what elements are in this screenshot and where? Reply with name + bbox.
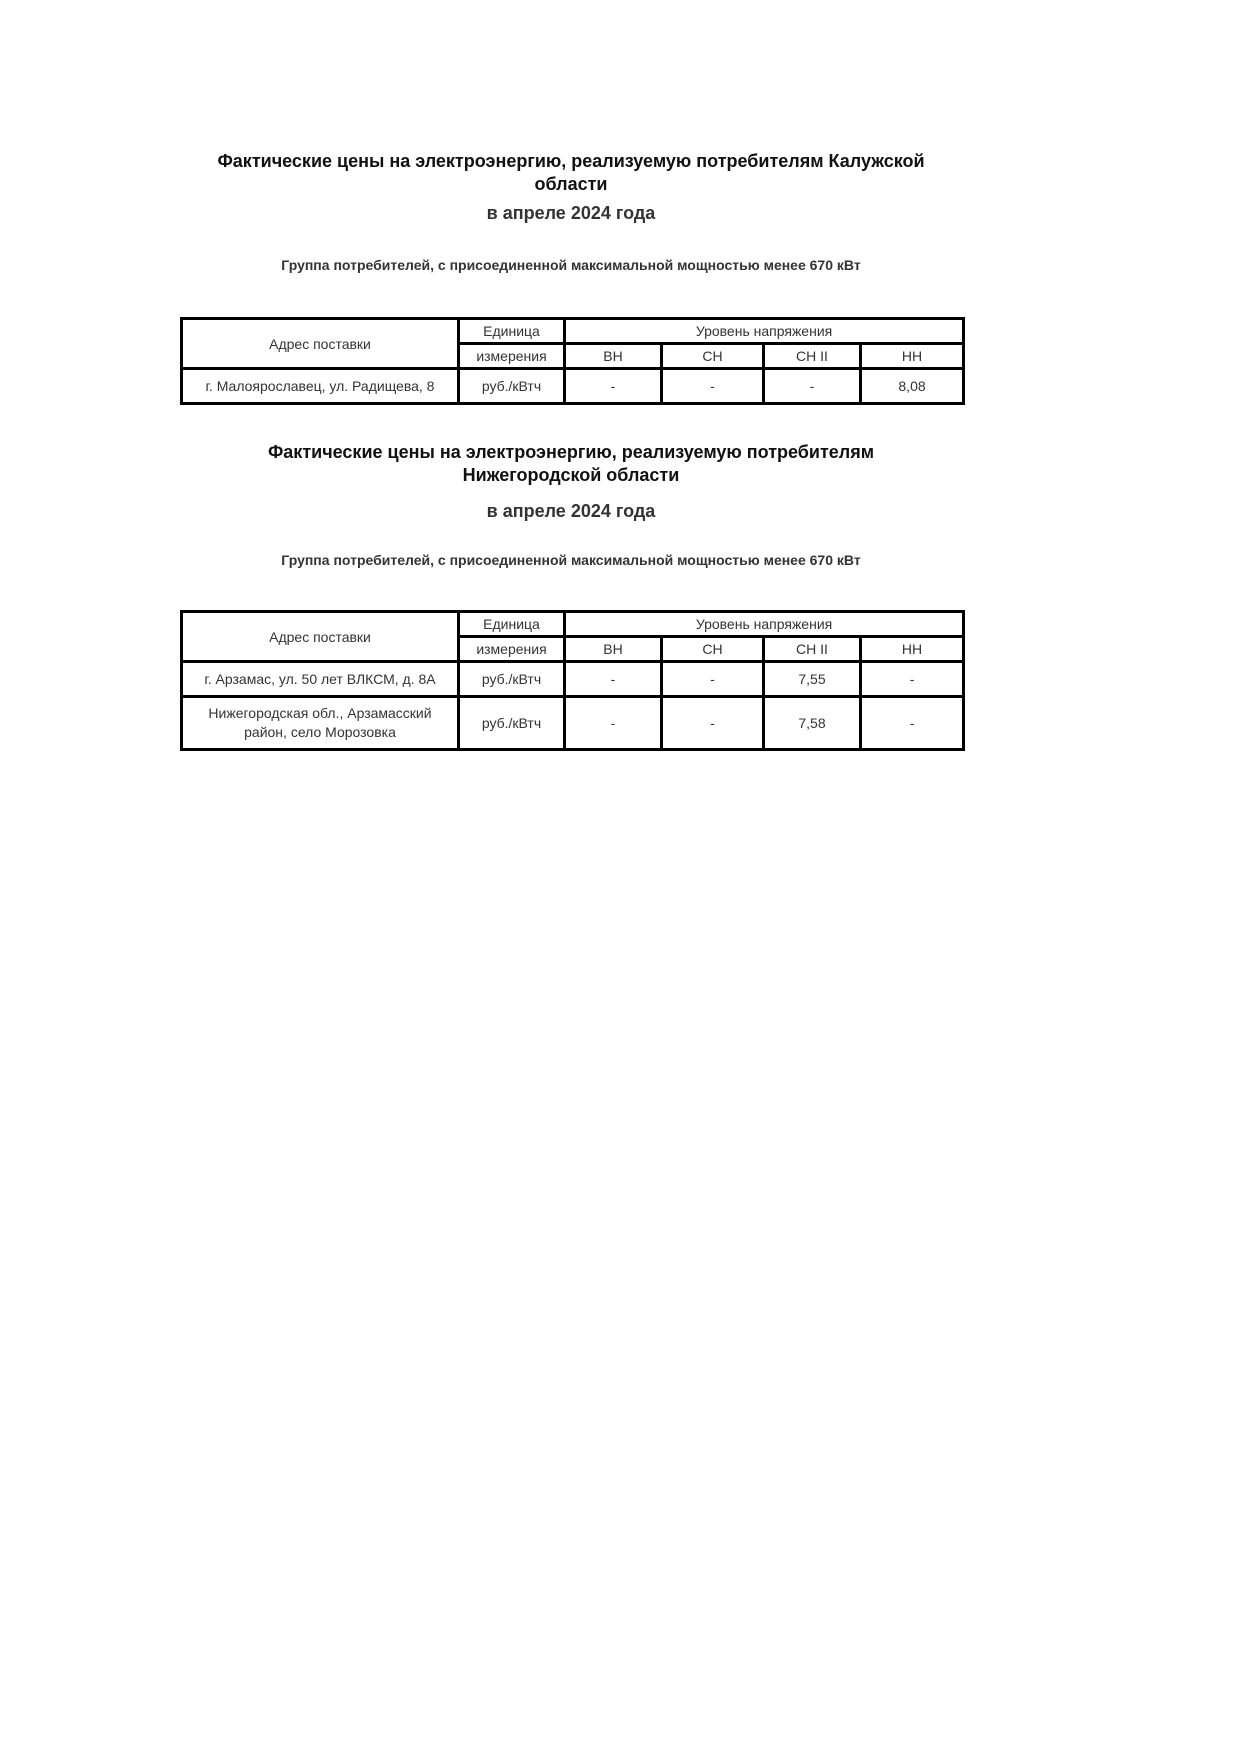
- cell-address: Нижегородская обл., Арзамасский район, село Морозовка: [182, 697, 459, 750]
- cell-value-nn: 8,08: [861, 369, 964, 404]
- page-title: Фактические цены на электроэнергию, реализуемую потребителям: [267, 442, 875, 462]
- header-level-nn: НН: [861, 637, 964, 662]
- header-level-sn: СН: [662, 637, 764, 662]
- header-voltage: Уровень напряжения: [565, 612, 964, 637]
- consumer-group: Группа потребителей, с присоединенной максимальной мощностью менее 670 кВт: [281, 257, 861, 273]
- period-subtitle: в апреле 2024 года: [486, 501, 656, 521]
- consumer-group: Группа потребителей, с присоединенной максимальной мощностью менее 670 кВт: [281, 552, 861, 568]
- page-title-line2: Нижегородской области: [462, 465, 680, 485]
- cell-value-vn: -: [565, 662, 662, 697]
- table-nizhny-wrapper: [180, 610, 962, 751]
- cell-value-sn: -: [662, 697, 764, 750]
- price-table-kaluga: [180, 317, 965, 405]
- page-title: Фактические цены на электроэнергию, реализуемую потребителям Калужской области: [217, 151, 925, 194]
- header-address: Адрес поставки: [182, 612, 459, 662]
- header-level-sn2: СН II: [764, 344, 861, 369]
- header-level-sn: СН: [662, 344, 764, 369]
- header-level-nn: НН: [861, 344, 964, 369]
- cell-address: г. Малоярославец, ул. Радищева, 8: [182, 369, 459, 404]
- period-subtitle: в апреле 2024 года: [486, 203, 656, 223]
- header-row: [182, 319, 964, 344]
- cell-value-vn: -: [565, 697, 662, 750]
- section-nizhny: [180, 441, 962, 569]
- header-voltage: Уровень напряжения: [565, 319, 964, 344]
- header-level-vn: ВН: [565, 637, 662, 662]
- header-row: [182, 612, 964, 637]
- cell-value-sn: -: [662, 662, 764, 697]
- cell-value-nn: -: [861, 662, 964, 697]
- table-row: [182, 369, 964, 404]
- cell-value-sn2: 7,58: [764, 697, 861, 750]
- header-unit-top: Единица: [459, 612, 565, 637]
- cell-value-sn2: -: [764, 369, 861, 404]
- cell-value-sn2: 7,55: [764, 662, 861, 697]
- section-kaluga: [180, 150, 962, 274]
- cell-value-sn: -: [662, 369, 764, 404]
- header-level-vn: ВН: [565, 344, 662, 369]
- table-row: [182, 697, 964, 750]
- cell-unit: руб./кВтч: [459, 662, 565, 697]
- header-unit-bottom: измерения: [459, 637, 565, 662]
- header-level-sn2: СН II: [764, 637, 861, 662]
- table-kaluga-wrapper: [180, 317, 962, 405]
- table-row: [182, 662, 964, 697]
- cell-unit: руб./кВтч: [459, 697, 565, 750]
- header-address: Адрес поставки: [182, 319, 459, 369]
- header-unit-bottom: измерения: [459, 344, 565, 369]
- price-table-nizhny: [180, 610, 965, 751]
- cell-value-nn: -: [861, 697, 964, 750]
- cell-unit: руб./кВтч: [459, 369, 565, 404]
- cell-address: г. Арзамас, ул. 50 лет ВЛКСМ, д. 8А: [182, 662, 459, 697]
- header-unit-top: Единица: [459, 319, 565, 344]
- cell-value-vn: -: [565, 369, 662, 404]
